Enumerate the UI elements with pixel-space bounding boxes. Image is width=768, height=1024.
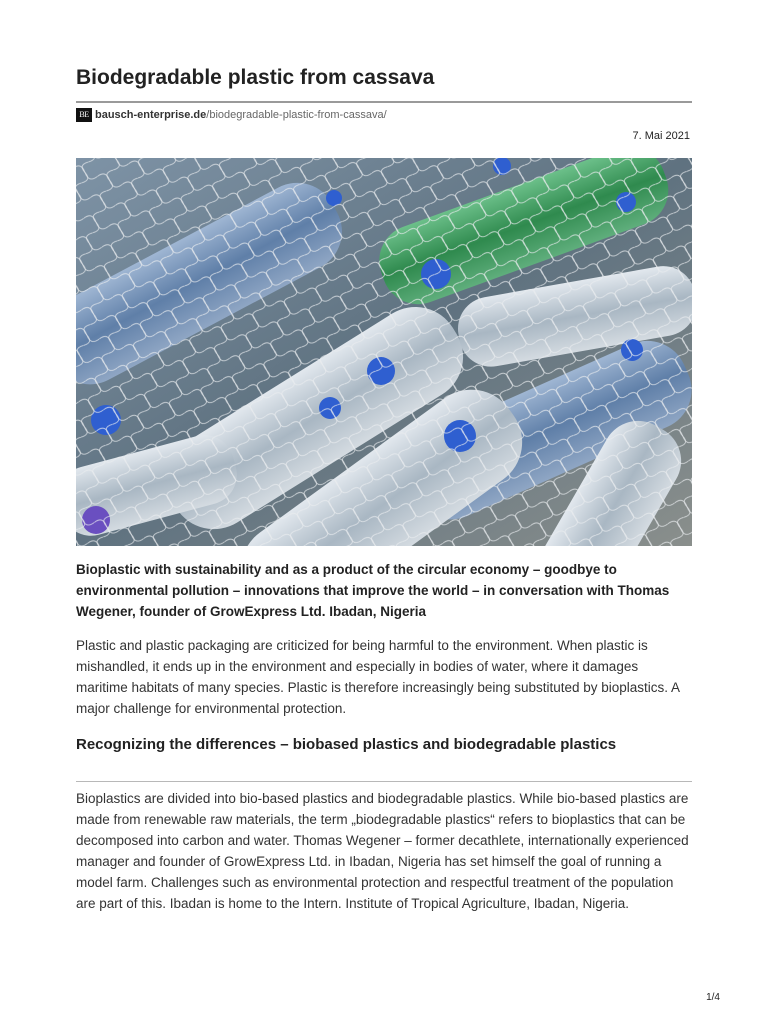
article-photo xyxy=(76,158,692,546)
page-title: Biodegradable plastic from cassava xyxy=(76,66,435,89)
source-domain[interactable]: bausch-enterprise.de xyxy=(95,109,207,121)
lead-paragraph: Bioplastic with sustainability and as a product of the circular economy – goodbye to environmental pollution – innovations that improve the world – in conversation with Thomas Wegener, founder of GrowExpress Ltd. Ibadan, Nigeria xyxy=(76,562,670,619)
body-paragraph-2: Bioplastics are divided into bio-based plastics and biodegradable plastics. While bio-based plastics are made from renewable raw materials, the term „biodegradable plastics“ refers to bioplastics that can be decomposed into carbon and water. Thomas Wegener – former decathlete, internationally experienced manager and founder of GrowExpress Ltd. in Ibadan, Nigeria has set himself the goal of running a model farm. Challenges such as environmental protection and respectful treatment of the population are part of this. Ibadan is home to the Intern. Institute of Tropical Agriculture, Ibadan, Nigeria. xyxy=(76,791,689,911)
source-path[interactable]: /biodegradable-plastic-from-cassava/ xyxy=(206,109,387,121)
page-number: 1/4 xyxy=(706,992,720,1003)
publish-date: 7. Mai 2021 xyxy=(632,130,690,142)
section-heading: Recognizing the differences – biobased plastics and biodegradable plastics xyxy=(76,736,617,753)
site-logo-icon: BE xyxy=(76,108,92,122)
body-paragraph-1: Plastic and plastic packaging are criticized for being harmful to the environment. When plastic is mishandled, it ends up in the environment and especially in bodies of water, where it damages maritime habitats of many species. Plastic is therefore increasingly being substituted by bioplastics. A major challenge for environmental protection. xyxy=(76,638,680,716)
section-divider xyxy=(76,781,692,782)
source-line xyxy=(76,107,387,123)
title-divider xyxy=(76,101,692,103)
